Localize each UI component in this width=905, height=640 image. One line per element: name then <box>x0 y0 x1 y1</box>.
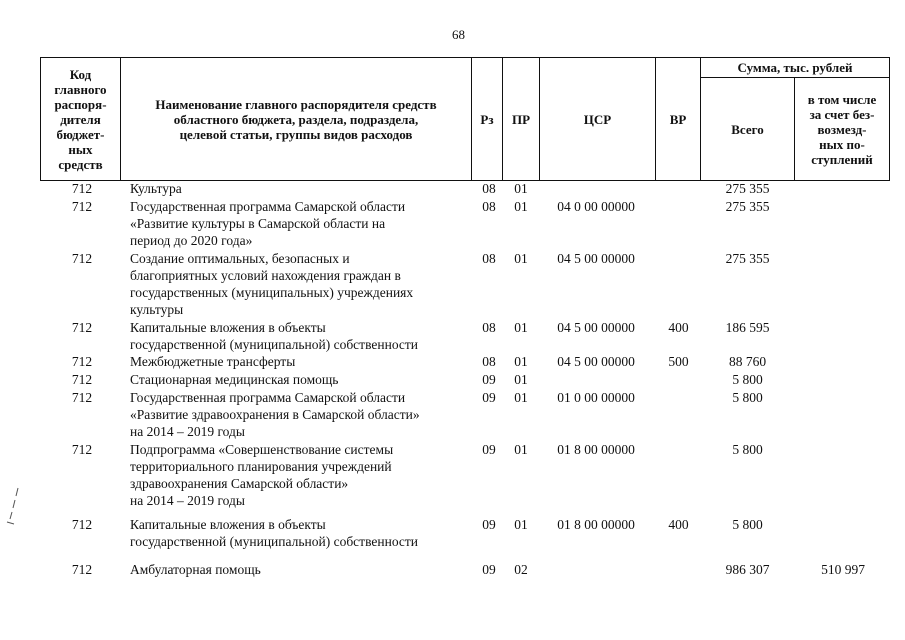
cell-name <box>130 250 470 318</box>
name-line: на 2014 – 2019 годы <box>130 493 245 508</box>
header-free: в том числе за счет без- возмезд- ных по- ступлений <box>794 77 890 181</box>
header-vr: ВР <box>655 57 701 181</box>
header-csr: ЦСР <box>539 57 656 181</box>
cell-csr: 04 0 00 00000 <box>557 199 635 214</box>
cell-pr: 01 <box>514 181 528 196</box>
cell-code: 712 <box>71 251 93 266</box>
cell-name <box>130 441 470 509</box>
name-line: государственной (муниципальной) собственности <box>130 534 419 549</box>
cell-pr: 01 <box>514 517 528 532</box>
margin-pencil-mark <box>4 486 30 526</box>
cell-rz: 08 <box>482 320 496 335</box>
cell-pr: 01 <box>514 199 528 214</box>
name-line: Создание оптимальных, безопасных и <box>130 251 350 266</box>
cell-rz: 09 <box>482 372 496 387</box>
name-line: Межбюджетные трансферты <box>130 354 296 369</box>
cell-name <box>130 389 470 440</box>
cell-name <box>130 319 470 353</box>
cell-total: 5 800 <box>732 442 763 457</box>
cell-pr: 01 <box>514 390 528 405</box>
cell-total: 275 355 <box>725 199 770 214</box>
name-line: государственных (муниципальных) учреждениях <box>130 285 414 300</box>
cell-total: 5 800 <box>732 390 763 405</box>
cell-rz: 08 <box>482 181 496 196</box>
cell-code: 712 <box>71 181 93 196</box>
table-header <box>41 58 891 182</box>
cell-name <box>130 198 470 249</box>
name-line: культуры <box>130 302 184 317</box>
cell-total: 5 800 <box>732 372 763 387</box>
name-line: Стационарная медицинская помощь <box>130 372 339 387</box>
cell-code: 712 <box>71 354 93 369</box>
cell-pr: 01 <box>514 442 528 457</box>
cell-name <box>130 371 470 388</box>
cell-csr: 04 5 00 00000 <box>557 251 635 266</box>
name-line: на 2014 – 2019 годы <box>130 424 245 439</box>
cell-pr: 01 <box>514 320 528 335</box>
cell-name <box>130 516 470 550</box>
cell-code: 712 <box>71 372 93 387</box>
cell-code: 712 <box>71 390 93 405</box>
cell-rz: 08 <box>482 251 496 266</box>
cell-code: 712 <box>71 562 93 577</box>
name-line: благоприятных условий нахождения граждан в <box>130 268 401 283</box>
cell-pr: 01 <box>514 354 528 369</box>
cell-csr: 04 5 00 00000 <box>557 354 635 369</box>
cell-rz: 09 <box>482 390 496 405</box>
name-line: Капитальные вложения в объекты <box>130 320 326 335</box>
cell-code: 712 <box>71 320 93 335</box>
name-line: Капитальные вложения в объекты <box>130 517 326 532</box>
name-line: Государственная программа Самарской области <box>130 199 406 214</box>
cell-total: 275 355 <box>725 251 770 266</box>
header-name: Наименование главного распорядителя средств областного бюджета, раздела, подраздела, целевой статьи, группы видов расходов <box>120 57 472 181</box>
cell-total: 275 355 <box>725 181 770 196</box>
cell-rz: 08 <box>482 354 496 369</box>
cell-csr: 01 8 00 00000 <box>557 442 635 457</box>
cell-code: 712 <box>71 199 93 214</box>
header-sum: Сумма, тыс. рублей <box>700 57 890 78</box>
cell-free: 510 997 <box>821 562 865 577</box>
name-line: государственной (муниципальной) собственности <box>130 337 419 352</box>
cell-rz: 09 <box>482 442 496 457</box>
cell-total: 88 760 <box>728 354 767 369</box>
header-pr: ПР <box>502 57 540 181</box>
cell-csr: 01 8 00 00000 <box>557 517 635 532</box>
cell-total: 986 307 <box>725 562 770 577</box>
name-line: Культура <box>130 181 182 196</box>
cell-name <box>130 353 470 370</box>
cell-rz: 08 <box>482 199 496 214</box>
page-number: 68 <box>452 27 465 42</box>
cell-vr: 400 <box>668 517 689 532</box>
cell-code: 712 <box>71 442 93 457</box>
cell-csr: 01 0 00 00000 <box>557 390 635 405</box>
header-code: Код главного распоря- дителя бюджет- ных средств <box>40 57 121 181</box>
cell-rz: 09 <box>482 517 496 532</box>
cell-pr: 01 <box>514 251 528 266</box>
name-line: здравоохранения Самарской области» <box>130 476 349 491</box>
cell-code: 712 <box>71 517 93 532</box>
cell-vr: 500 <box>668 354 689 369</box>
name-line: Амбулаторная помощь <box>130 562 261 577</box>
cell-total: 186 595 <box>725 320 770 335</box>
cell-pr: 01 <box>514 372 528 387</box>
cell-pr: 02 <box>514 562 528 577</box>
cell-csr: 04 5 00 00000 <box>557 320 635 335</box>
name-line: «Развитие культуры в Самарской области на <box>130 216 386 231</box>
cell-rz: 09 <box>482 562 496 577</box>
cell-name <box>130 180 470 197</box>
header-rz: Рз <box>471 57 503 181</box>
name-line: «Развитие здравоохранения в Самарской области» <box>130 407 420 422</box>
cell-vr: 400 <box>668 320 689 335</box>
name-line: период до 2020 года» <box>130 233 253 248</box>
name-line: Государственная программа Самарской области <box>130 390 406 405</box>
cell-name <box>130 561 470 578</box>
name-line: Подпрограмма «Совершенствование системы <box>130 442 394 457</box>
header-total: Всего <box>700 77 795 181</box>
cell-total: 5 800 <box>732 517 763 532</box>
name-line: территориального планирования учреждений <box>130 459 392 474</box>
